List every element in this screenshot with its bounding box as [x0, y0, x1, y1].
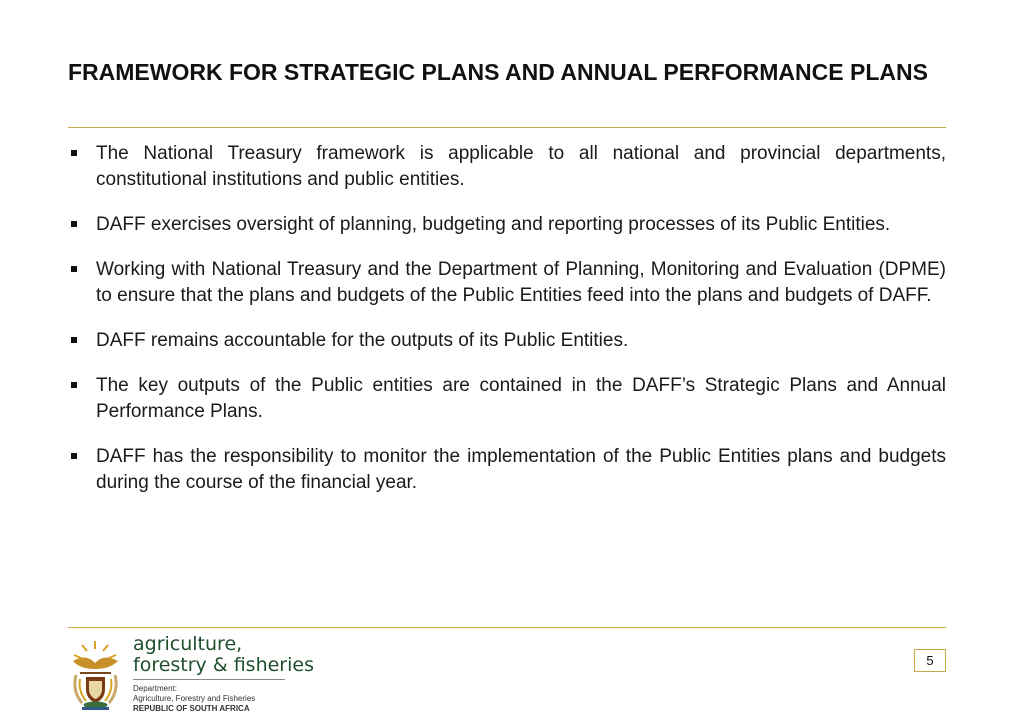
page-number: 5 [914, 649, 946, 672]
brand-block [133, 634, 314, 714]
bullet-item [68, 444, 946, 496]
bullet-text: DAFF has the responsibility to monitor the implementation of the Public Entities plans and budgets during the course of the financial year. [96, 446, 946, 493]
bullet-text: The National Treasury framework is applicable to all national and provincial departments, constitutional institutions and public entities. [96, 143, 946, 190]
dept-label: Department: [133, 684, 178, 693]
dept-name: Agriculture, Forestry and Fisheries [133, 694, 256, 703]
bullet-square-icon [71, 221, 77, 227]
title-divider [68, 127, 946, 128]
bullet-text: The key outputs of the Public entities are contained in the DAFF’s Strategic Plans and Annual Performance Plans. [96, 375, 946, 422]
bullet-square-icon [71, 150, 77, 156]
bullet-text: DAFF exercises oversight of planning, budgeting and reporting processes of its Public Entities. [96, 214, 891, 235]
bullet-square-icon [71, 266, 77, 272]
slide-title: FRAMEWORK FOR STRATEGIC PLANS AND ANNUAL PERFORMANCE PLANS [68, 59, 928, 85]
bullet-item [68, 328, 946, 354]
bullet-square-icon [71, 453, 77, 459]
bullet-item [68, 373, 946, 425]
bullet-text: DAFF remains accountable for the outputs of its Public Entities. [96, 330, 629, 351]
bullet-square-icon [71, 337, 77, 343]
bullet-text: Working with National Treasury and the Department of Planning, Monitoring and Evaluation (DPME) to ensure that the plans and budgets of the Public Entities feed into the plans and budgets of DAFF. [96, 259, 946, 306]
brand-line-1: agriculture, [133, 633, 243, 655]
bullet-item [68, 141, 946, 193]
bullet-square-icon [71, 382, 77, 388]
bullet-item [68, 212, 946, 238]
dept-country: REPUBLIC OF SOUTH AFRICA [133, 704, 250, 713]
bullet-item [68, 257, 946, 309]
brand-divider [133, 679, 285, 680]
footer-divider [68, 627, 946, 628]
brand-line-2: forestry & fisheries [133, 654, 314, 676]
bullet-list [68, 141, 946, 515]
coat-of-arms-icon [68, 639, 123, 711]
